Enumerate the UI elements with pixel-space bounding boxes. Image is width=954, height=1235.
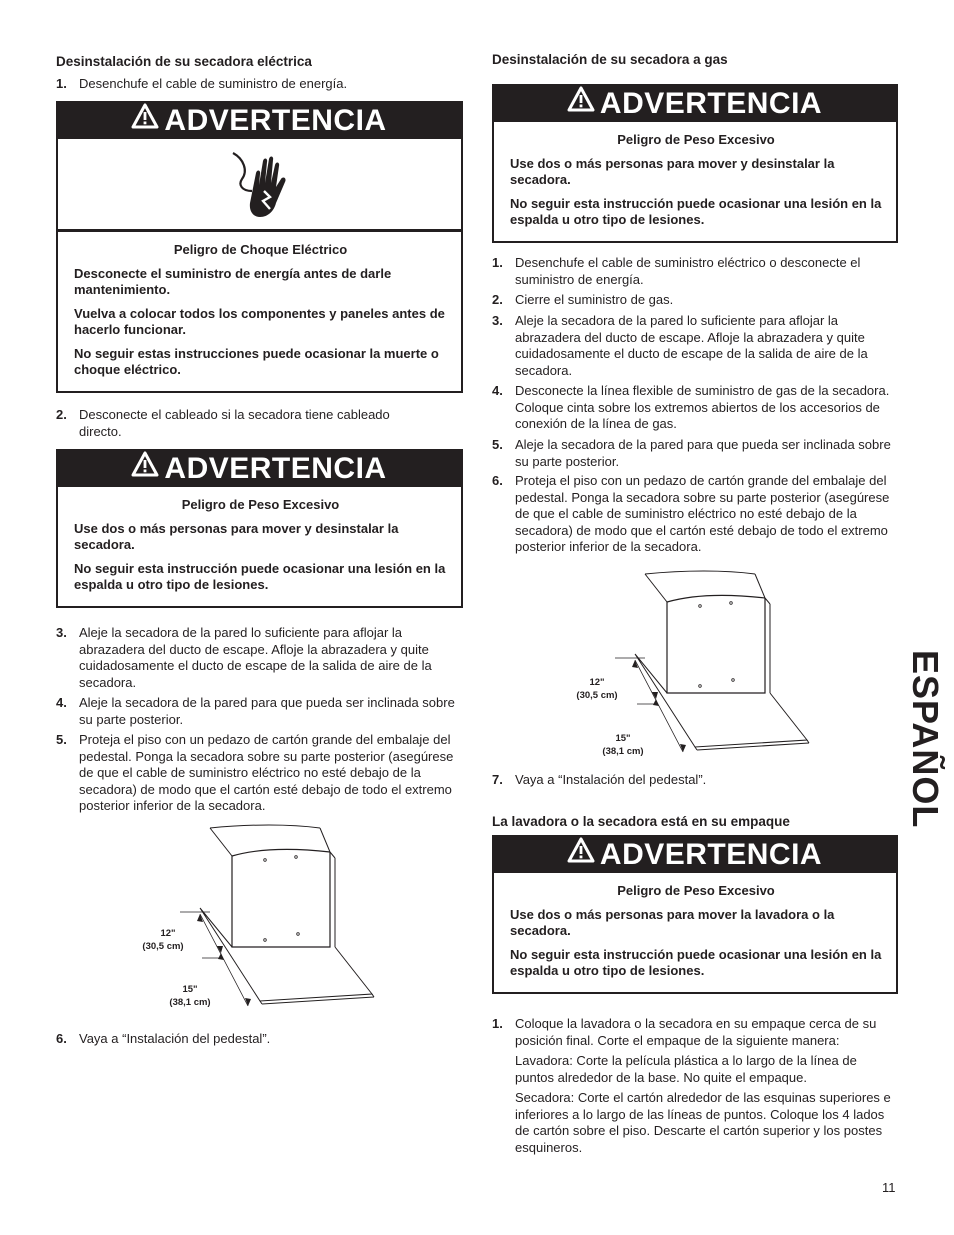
- step-text: Lavadora: Corte la película plástica a lo largo de la línea de puntos alrededor de la base. No quite el empaque.: [515, 1053, 857, 1085]
- warning-box-excess-weight-packaged: [492, 835, 898, 994]
- hazard-title: Peligro de Peso Excesivo: [617, 132, 775, 147]
- warning-body: [58, 497, 461, 594]
- step-number: 4.: [56, 695, 67, 710]
- warning-title: ADVERTENCIA: [164, 104, 387, 137]
- step-4-electric: [56, 695, 461, 728]
- warning-title-bar: [58, 103, 461, 139]
- warning-box-excess-weight: [56, 449, 463, 608]
- step-number: 6.: [492, 473, 503, 488]
- warning-line: Use dos o más personas para mover la lavadora o la secadora.: [510, 906, 835, 938]
- step-4-gas: [492, 383, 902, 433]
- step-6-electric: [56, 1031, 456, 1048]
- dimension-15in: 15": [615, 733, 631, 744]
- warning-line: No seguir esta instrucción puede ocasionar una lesión en la espalda u otro tipo de lesiones.: [510, 946, 882, 978]
- page-number: 11: [882, 1180, 896, 1195]
- dryer-on-cardboard-figure-gas: [565, 568, 815, 758]
- warning-line: No seguir estas instrucciones puede ocasionar la muerte o choque eléctrico.: [74, 345, 439, 377]
- step-7-gas: [492, 772, 892, 789]
- warning-title: ADVERTENCIA: [599, 87, 823, 120]
- step-2-electric: [56, 407, 426, 440]
- warning-triangle-icon: [132, 101, 158, 137]
- step-text: Coloque la lavadora o la secadora en su empaque cerca de su posición final. Corte el empaque de la siguiente manera:: [515, 1016, 877, 1048]
- warning-triangle-icon: [132, 449, 158, 485]
- warning-triangle-icon: [568, 835, 594, 871]
- warning-title: ADVERTENCIA: [164, 452, 387, 485]
- dimension-15in: 15": [182, 984, 198, 995]
- step-number: 6.: [56, 1031, 67, 1046]
- step-1-packaged: [492, 1016, 892, 1156]
- section-heading-packaged: La lavadora o la secadora está en su empaque: [492, 814, 790, 829]
- step-5-gas: [492, 437, 902, 470]
- step-text: Aleje la secadora de la pared lo suficiente para aflojar la abrazadera del ducto de escape. Afloje la abrazadera y quite cuidadosamente el ducto de escape de la salida de aire de la secadora.: [79, 625, 432, 690]
- warning-triangle-icon: [568, 84, 594, 120]
- step-2-gas: [492, 292, 902, 309]
- dryer-on-cardboard-figure: [130, 822, 380, 1012]
- electric-shock-icon-area: [58, 139, 461, 232]
- step-text: Desconecte el cableado si la secadora tiene cableado directo.: [79, 407, 390, 439]
- step-text: Secadora: Corte el cartón alrededor de las esquinas superiores e inferiores a lo largo de las líneas de puntos. Coloque los 4 lados de cartón sobre el piso. Descarte el cartón superior y los postes esquineros.: [515, 1090, 891, 1155]
- step-text: Desenchufe el cable de suministro de energía.: [79, 76, 348, 91]
- step-number: 1.: [56, 76, 67, 91]
- step-5-electric: [56, 732, 466, 815]
- section-heading-gas: Desinstalación de su secadora a gas: [492, 52, 728, 67]
- warning-box-excess-weight-gas: [492, 84, 898, 243]
- hazard-title: Peligro de Choque Eléctrico: [173, 242, 348, 257]
- step-text: Aleje la secadora de la pared para que pueda ser inclinada sobre su parte posterior.: [79, 695, 455, 727]
- side-tab-espanol: [905, 650, 946, 840]
- step-3-gas: [492, 313, 902, 379]
- step-number: 4.: [492, 383, 503, 398]
- side-tab-label: ESPAÑOL: [905, 650, 946, 829]
- step-number: 3.: [492, 313, 503, 328]
- step-number: 3.: [56, 625, 67, 640]
- step-1-electric: [56, 76, 456, 93]
- step-text: Proteja el piso con un pedazo de cartón grande del embalaje del pedestal. Ponga la secadora sobre su parte posterior (asegúrese de que el cable de suministro eléctrico no esté debajo de la secadora) de modo que el cartón esté debajo de todo el extremo posterior inferior de la secadora.: [515, 473, 890, 554]
- step-text: Proteja el piso con un pedazo de cartón grande del embalaje del pedestal. Ponga la secadora sobre su parte posterior (asegúrese de que el cable de suministro eléctrico no esté debajo de la secadora) de modo que el cartón esté debajo de todo el extremo posterior inferior de la secadora.: [79, 732, 454, 813]
- warning-title-bar: [494, 837, 896, 873]
- step-number: 2.: [56, 407, 67, 422]
- step-number: 2.: [492, 292, 503, 307]
- section-heading-electric: Desinstalación de su secadora eléctrica: [56, 54, 312, 69]
- step-text: Desenchufe el cable de suministro eléctrico o desconecte el suministro de energía.: [515, 255, 861, 287]
- step-number: 7.: [492, 772, 503, 787]
- warning-line: Use dos o más personas para mover y desinstalar la secadora.: [510, 155, 835, 187]
- step-6-gas: [492, 473, 904, 556]
- warning-title-bar: [58, 451, 461, 487]
- warning-line: Use dos o más personas para mover y desinstalar la secadora.: [74, 520, 399, 552]
- step-1-gas: [492, 255, 902, 288]
- dimension-12in: 12": [589, 677, 605, 688]
- warning-title-bar: [494, 86, 896, 122]
- step-text: Desconecte la línea flexible de suministro de gas de la secadora. Coloque cinta sobre los extremos abiertos de los accesorios de conexión de la línea de gas.: [515, 383, 890, 431]
- step-number: 5.: [56, 732, 67, 747]
- step-text: Aleje la secadora de la pared lo suficiente para aflojar la abrazadera del ducto de escape. Afloje la abrazadera y quite cuidadosamente el ducto de escape de la salida de aire de la secadora.: [515, 313, 868, 378]
- warning-line: Desconecte el suministro de energía antes de darle mantenimiento.: [74, 265, 392, 297]
- dimension-15in-cm: (38,1 cm): [602, 746, 644, 757]
- step-text: Aleje la secadora de la pared para que pueda ser inclinada sobre su parte posterior.: [515, 437, 891, 469]
- step-text: Vaya a “Instalación del pedestal”.: [79, 1031, 271, 1046]
- warning-body: [494, 883, 896, 980]
- electric-shock-hand-icon: [230, 149, 290, 223]
- warning-box-electric-shock: [56, 101, 463, 393]
- step-text: Cierre el suministro de gas.: [515, 292, 674, 307]
- warning-line: Vuelva a colocar todos los componentes y paneles antes de hacerlo funcionar.: [74, 305, 445, 337]
- dimension-12in: 12": [160, 928, 176, 939]
- step-number: 1.: [492, 255, 503, 270]
- warning-line: No seguir esta instrucción puede ocasionar una lesión en la espalda u otro tipo de lesiones.: [510, 195, 882, 227]
- step-text: Vaya a “Instalación del pedestal”.: [515, 772, 707, 787]
- hazard-title: Peligro de Peso Excesivo: [617, 883, 775, 898]
- warning-title: ADVERTENCIA: [599, 838, 823, 871]
- dimension-15in-cm: (38,1 cm): [169, 997, 211, 1008]
- step-number: 1.: [492, 1016, 503, 1031]
- dimension-12in-cm: (30,5 cm): [142, 941, 184, 952]
- hazard-title: Peligro de Peso Excesivo: [181, 497, 340, 512]
- warning-line: No seguir esta instrucción puede ocasionar una lesión en la espalda u otro tipo de lesiones.: [74, 560, 446, 592]
- step-3-electric: [56, 625, 461, 691]
- dimension-12in-cm: (30,5 cm): [576, 690, 618, 701]
- warning-body: [494, 132, 896, 229]
- step-number: 5.: [492, 437, 503, 452]
- warning-body: [58, 242, 461, 379]
